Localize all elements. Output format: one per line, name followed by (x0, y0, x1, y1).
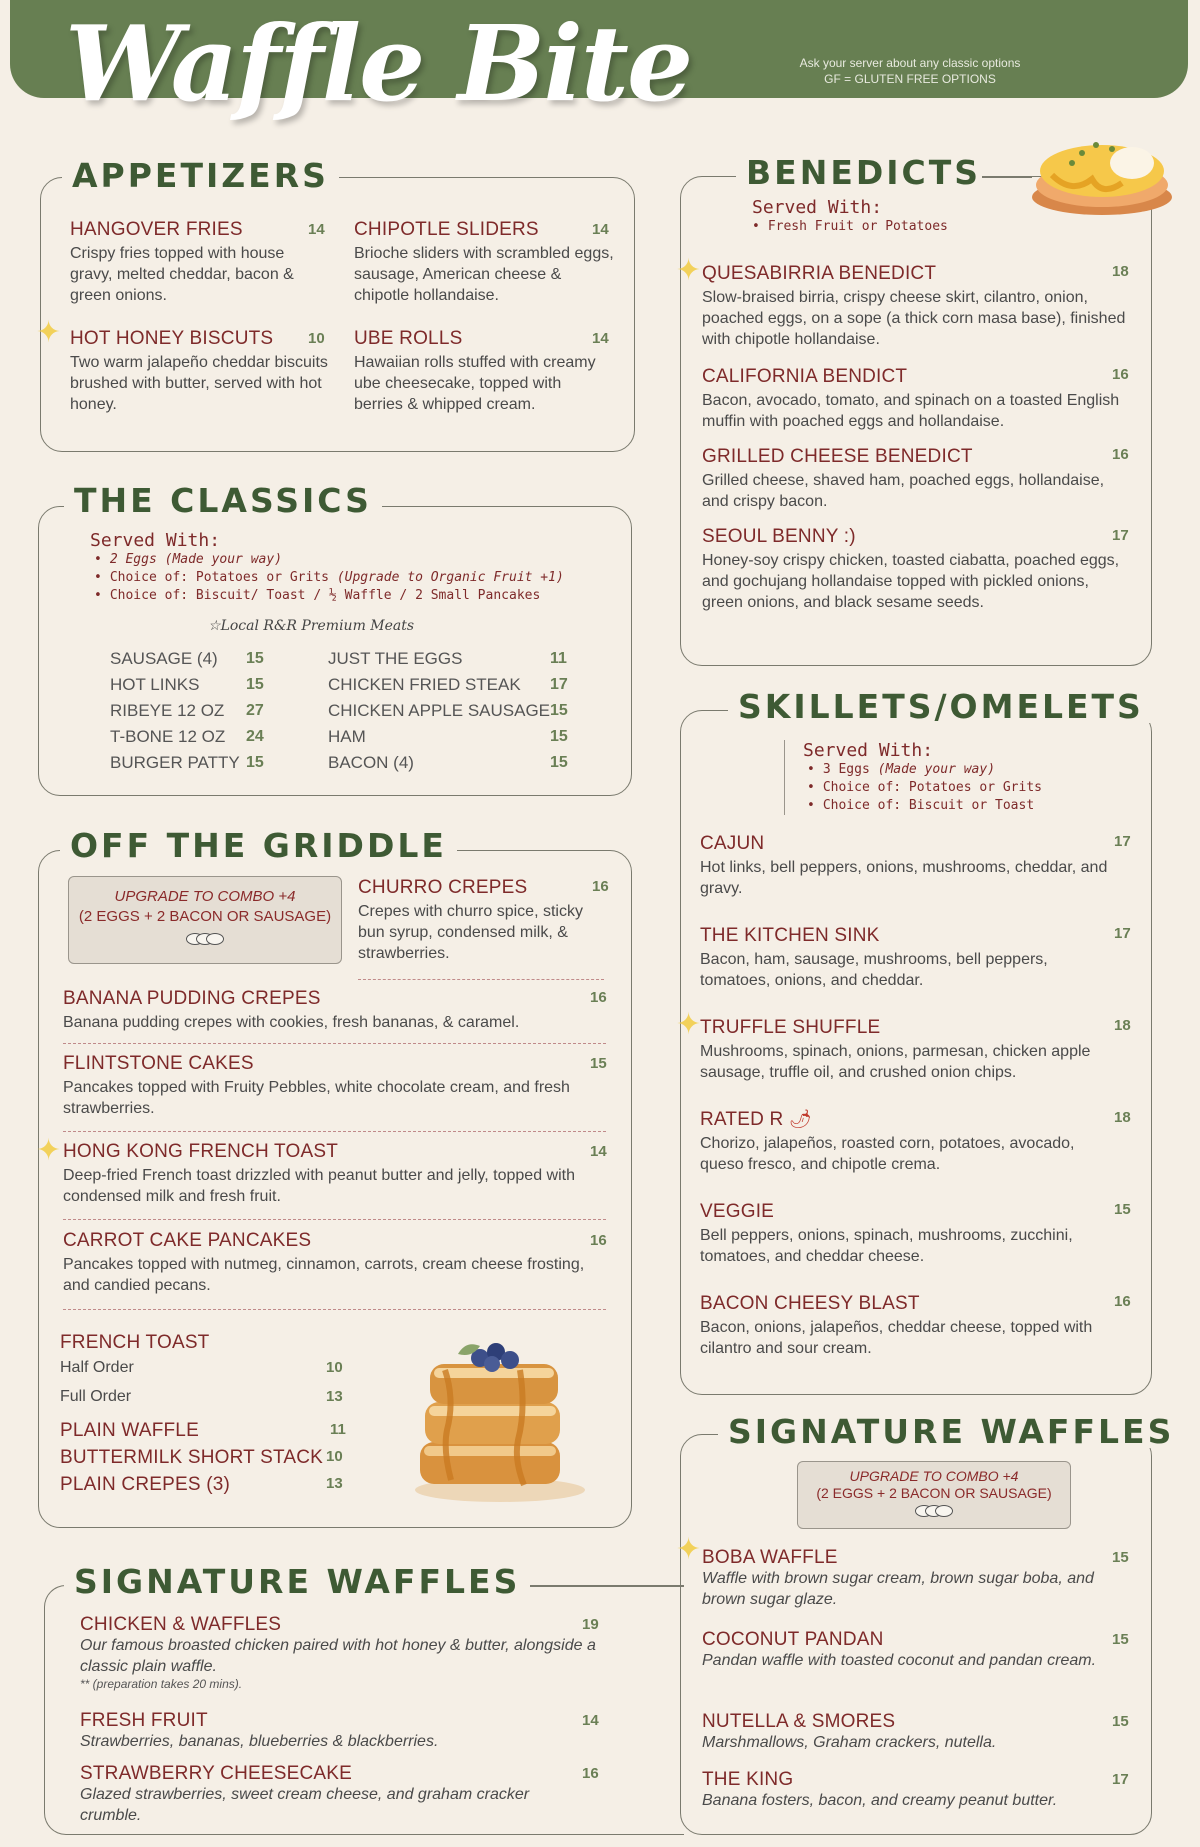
price: 14 (592, 221, 609, 238)
header-note: Ask your server about any classic options GF = GLUTEN FREE OPTIONS (799, 56, 1021, 86)
price: 14 (592, 330, 609, 347)
signature-waffles-right-title: SIGNATURE WAFFLES (718, 1415, 1184, 1448)
served-with: Served With: • Fresh Fruit or Potatoes (752, 197, 992, 236)
french-toast-illustration (400, 1330, 600, 1510)
benedicts-title: BENEDICTS (736, 156, 991, 189)
price: 17 (1114, 833, 1131, 850)
menu-item: PLAIN WAFFLE (60, 1420, 199, 1441)
menu-item: HONG KONG FRENCH TOAST Deep-fried French toast drizzled with peanut butter and jelly, topped with condensed milk and fresh fruit. (63, 1141, 575, 1205)
menu-item: TRUFFLE SHUFFLE Mushrooms, spinach, onions, parmesan, chicken apple sausage, truffle oil, and crushed onion chips. (700, 1017, 1091, 1081)
menu-item: BUTTERMILK SHORT STACK (60, 1447, 324, 1468)
menu-item: CHICKEN & WAFFLES Our famous broasted chicken paired with hot honey & butter, alongside a classic plain waffle. ** (preparation takes 20 mins). (80, 1614, 596, 1691)
price: 15 (550, 754, 568, 771)
sparkle-icon: ✦ (676, 1532, 702, 1567)
menu-item: COCONUT PANDAN Pandan waffle with toasted coconut and pandan cream. (702, 1629, 1097, 1669)
classics-title: THE CLASSICS (64, 484, 382, 517)
griddle-title: OFF THE GRIDDLE (60, 829, 457, 862)
served-with: Served With: • 2 Eggs (Made your way) • Choice of: Potatoes or Grits (Upgrade to Organic Fruit +1) • Choice of: Biscuit/ Toast / ½ Waffle / 2 Small Pancakes (90, 530, 610, 605)
star-icon: ☆ (208, 618, 221, 634)
combo-upgrade-badge: UPGRADE TO COMBO +4 (2 EGGS + 2 BACON OR SAUSAGE) (797, 1461, 1071, 1529)
menu-item: CHURRO CREPES Crepes with churro spice, sticky bun syrup, condensed milk, & strawberries. (358, 877, 583, 962)
price: 16 (592, 878, 609, 895)
meat-item: T-BONE 12 OZ (110, 727, 226, 746)
price: 17 (1112, 527, 1129, 544)
price: 15 (590, 1055, 607, 1072)
menu-item: FLINTSTONE CAKES Pancakes topped with Fruity Pebbles, white chocolate cream, and fresh strawberries. (63, 1053, 570, 1117)
meats-label: ☆Local R&R Premium Meats (208, 618, 415, 634)
price: 18 (1114, 1109, 1131, 1126)
half-order: Half Order (60, 1359, 134, 1376)
signature-waffles-title: SIGNATURE WAFFLES (64, 1565, 530, 1598)
price: 16 (1112, 366, 1129, 383)
meat-item: JUST THE EGGS (328, 649, 463, 668)
sparkle-icon: ✦ (36, 315, 62, 350)
meat-item: BURGER PATTY (110, 753, 240, 772)
price: 11 (550, 650, 567, 667)
menu-item: CAJUN Hot links, bell peppers, onions, mushrooms, cheddar, and gravy. (700, 833, 1108, 897)
meat-item: BACON (4) (328, 753, 414, 772)
price: 16 (1112, 446, 1129, 463)
sparkle-icon: ✦ (676, 1007, 702, 1042)
menu-item: THE KITCHEN SINK Bacon, ham, sausage, mushrooms, bell peppers, tomatoes, onions, and cheddar. (700, 925, 1048, 989)
price: 16 (590, 989, 607, 1006)
meat-item: CHICKEN APPLE SAUSAGE (328, 701, 551, 720)
menu-item: UBE ROLLS Hawaiian rolls stuffed with creamy ube cheesecake, topped with berries & whipped cream. (354, 328, 596, 413)
price: 15 (550, 728, 568, 745)
logo: Waffle Bite (65, 2, 692, 125)
menu-item: PLAIN CREPES (3) (60, 1474, 231, 1495)
price: 15 (1112, 1631, 1129, 1648)
price: 15 (1112, 1549, 1129, 1566)
price: 16 (590, 1232, 607, 1249)
price: 15 (246, 754, 264, 771)
menu-item: BANANA PUDDING CREPES Banana pudding crepes with cookies, fresh bananas, & caramel. (63, 988, 520, 1031)
menu-item: FRESH FRUIT Strawberries, bananas, blueberries & blackberries. (80, 1710, 439, 1750)
price: 17 (1114, 925, 1131, 942)
price: 17 (1112, 1771, 1129, 1788)
price: 10 (326, 1448, 343, 1465)
sparkle-icon: ✦ (36, 1133, 62, 1168)
menu-item: CALIFORNIA BENDICT Bacon, avocado, tomato, and spinach on a toasted English muffin with poached eggs and hollandaise. (702, 366, 1120, 430)
full-order: Full Order (60, 1388, 132, 1405)
french-toast-heading: FRENCH TOAST (60, 1332, 210, 1353)
menu-item: VEGGIE Bell peppers, onions, spinach, mushrooms, zucchini, tomatoes, and cheddar cheese. (700, 1201, 1073, 1265)
price: 16 (582, 1765, 599, 1782)
meat-item: RIBEYE 12 OZ (110, 701, 225, 720)
menu-item: HOT HONEY BISCUTS Two warm jalapeño cheddar biscuits brushed with butter, served with hot honey. (70, 328, 328, 413)
meat-item: HAM (328, 727, 366, 746)
price: 17 (550, 676, 568, 693)
sparkle-icon: ✦ (676, 253, 702, 288)
served-with: Served With: • 3 Eggs (Made your way) • Choice of: Potatoes or Grits • Choice of: Biscuit or Toast (784, 740, 1074, 815)
menu-item: CHIPOTLE SLIDERS Brioche sliders with scrambled eggs, sausage, American cheese & chipotle hollandaise. (354, 219, 614, 304)
eggs-icon (190, 931, 220, 951)
menu-item: BACON CHEESY BLAST Bacon, onions, jalapeños, cheddar cheese, topped with cilantro and sour cream. (700, 1293, 1093, 1357)
meat-item: CHICKEN FRIED STEAK (328, 675, 521, 694)
menu-item: QUESABIRRIA BENEDICT Slow-braised birria, crispy cheese skirt, cilantro, onion, poached eggs, on a sope (a thick corn masa base), finished with chipotle hollandaise. (702, 263, 1126, 348)
price: 14 (308, 221, 325, 238)
price: 16 (1114, 1293, 1131, 1310)
price: 18 (1112, 263, 1129, 280)
menu-item: STRAWBERRY CHEESECAKE Glazed strawberries, sweet cream cheese, and graham cracker crumble. (80, 1763, 530, 1824)
menu-item: NUTELLA & SMORES Marshmallows, Graham crackers, nutella. (702, 1711, 997, 1751)
price: 27 (246, 702, 264, 719)
price: 19 (582, 1616, 599, 1633)
menu-item: CARROT CAKE PANCAKES Pancakes topped with nutmeg, cinnamon, carrots, cream cheese frosting, and candied pecans. (63, 1230, 585, 1294)
price: 11 (330, 1421, 346, 1438)
meat-item: HOT LINKS (110, 675, 200, 694)
menu-item: RATED R 🌶 Chorizo, jalapeños, roasted corn, potatoes, avocado, queso fresco, and chipotle crema. (700, 1109, 1075, 1173)
price: 24 (246, 728, 264, 745)
price: 10 (326, 1359, 343, 1376)
price: 15 (1112, 1713, 1129, 1730)
menu-item: BOBA WAFFLE Waffle with brown sugar cream, brown sugar boba, and brown sugar glaze. (702, 1547, 1094, 1608)
price: 14 (590, 1143, 607, 1160)
combo-upgrade-badge: UPGRADE TO COMBO +4 (2 EGGS + 2 BACON OR SAUSAGE) (68, 876, 342, 964)
price: 10 (308, 330, 325, 347)
price: 15 (1114, 1201, 1131, 1218)
price: 13 (326, 1388, 343, 1405)
menu-item: SEOUL BENNY :) Honey-soy crispy chicken, toasted ciabatta, poached eggs, and gochujang hollandaise topped with pickled onions, green onions, and black sesame seeds. (702, 526, 1120, 611)
appetizers-title: APPETIZERS (62, 159, 339, 192)
price: 15 (246, 650, 264, 667)
menu-item: HANGOVER FRIES Crispy fries topped with house gravy, melted cheddar, bacon & green onions. (70, 219, 294, 304)
price: 15 (246, 676, 264, 693)
price: 13 (326, 1475, 343, 1492)
price: 15 (550, 702, 568, 719)
eggs-icon (919, 1504, 949, 1521)
price: 14 (582, 1712, 599, 1729)
benedict-illustration (1022, 115, 1182, 225)
price: 18 (1114, 1017, 1131, 1034)
menu-item: GRILLED CHEESE BENEDICT Grilled cheese, shaved ham, poached eggs, hollandaise, and crispy bacon. (702, 446, 1105, 510)
menu-item: THE KING Banana fosters, bacon, and creamy peanut butter. (702, 1769, 1058, 1809)
chili-pepper-icon: 🌶 (788, 1109, 812, 1129)
skillets-title: SKILLETS/OMELETS (728, 690, 1154, 723)
meat-item: SAUSAGE (4) (110, 649, 218, 668)
